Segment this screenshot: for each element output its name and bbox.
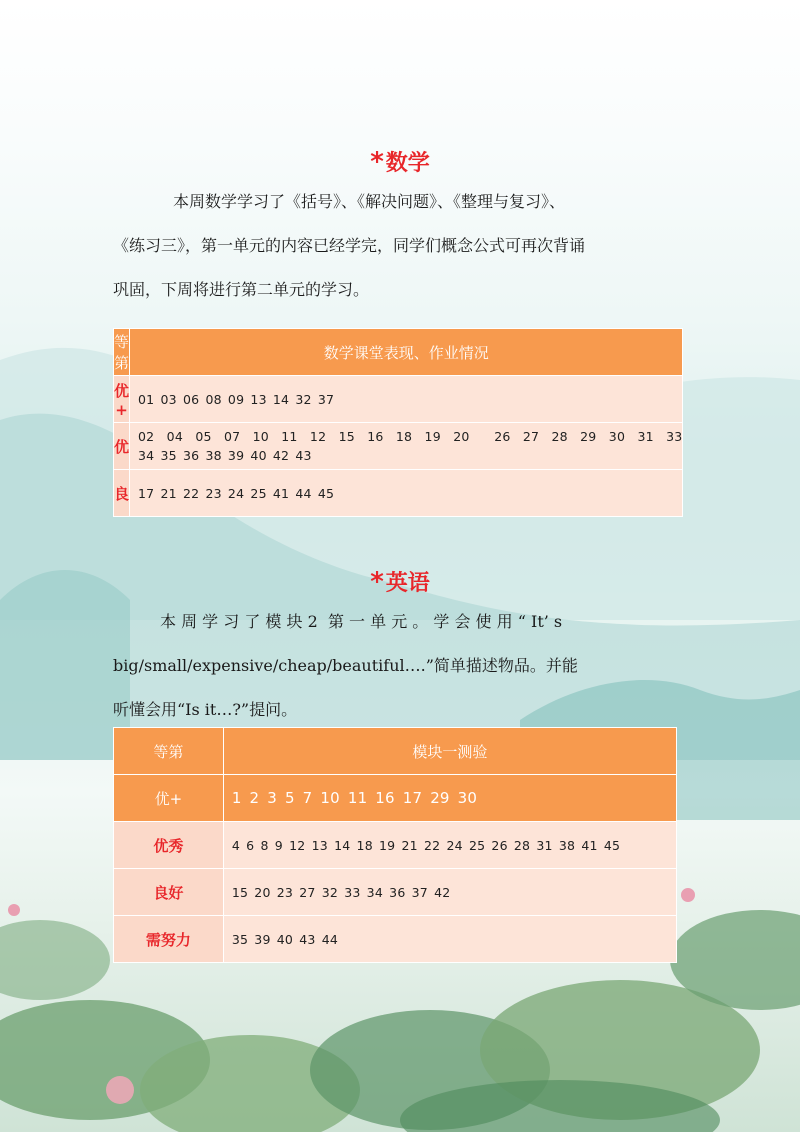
english-line-3: 听懂会用“Is it…?”提问。	[113, 700, 298, 719]
grade-label: 优	[114, 423, 130, 470]
table-row	[114, 775, 677, 822]
english-section-title	[0, 566, 800, 597]
star-icon: *	[370, 147, 384, 177]
table-row	[114, 470, 683, 517]
table-row	[114, 869, 677, 916]
student-numbers: 35 39 40 43 44	[223, 916, 676, 963]
math-title-text: 数学	[385, 150, 430, 176]
test-header: 模块一测验	[223, 728, 676, 775]
table-header-row	[114, 728, 677, 775]
grade-label: 优+	[114, 376, 130, 423]
grade-label: 需努力	[114, 916, 224, 963]
math-paragraph-line	[113, 180, 689, 224]
star-icon: *	[370, 567, 384, 597]
math-paragraph-line	[113, 268, 689, 312]
table-row	[114, 376, 683, 423]
english-line-2: big/small/expensive/cheap/beautiful….”简单描述物品。并能	[113, 656, 578, 675]
number-line: 34 35 36 38 39 40 42 43	[138, 448, 312, 463]
english-title-text: 英语	[385, 570, 430, 596]
grade-header: 等第	[114, 728, 224, 775]
english-grade-table	[113, 727, 677, 963]
english-paragraph-line	[113, 600, 689, 644]
student-numbers: 15 20 23 27 32 33 34 36 37 42	[223, 869, 676, 916]
english-line-1: 本 周 学 习 了 模 块 2 第 一 单 元 。 学 会 使 用 “ It’ s	[160, 612, 563, 631]
table-row	[114, 916, 677, 963]
student-numbers: 4 6 8 9 12 13 14 18 19 21 22 24 25 26 28 31 38 41 45	[223, 822, 676, 869]
number-line: 17 21 22 23 24 25 41 44 45	[138, 485, 335, 501]
math-line-2: 《练习三》，第一单元的内容已经学完，同学们概念公式可再次背诵	[113, 236, 586, 255]
performance-header: 数学课堂表现、作业情况	[130, 329, 683, 376]
table-row	[114, 822, 677, 869]
grade-header: 等第	[114, 329, 130, 376]
student-numbers	[130, 423, 683, 470]
english-paragraph	[113, 600, 689, 732]
math-line-3: 巩固，下周将进行第二单元的学习。	[113, 280, 370, 299]
student-numbers	[130, 376, 683, 423]
math-line-1: 本周数学学习了《括号》、《解决问题》、《整理与复习》、	[173, 192, 566, 211]
math-paragraph-line	[113, 224, 689, 268]
student-numbers: 1 2 3 5 7 10 11 16 17 29 30	[223, 775, 676, 822]
math-grade-table	[113, 328, 683, 517]
table-header-row	[114, 329, 683, 376]
grade-label: 良	[114, 470, 130, 517]
number-line: 01 03 06 08 09 13 14 32 37	[138, 391, 335, 407]
grade-label: 优秀	[114, 822, 224, 869]
english-paragraph-line	[113, 644, 689, 688]
grade-label: 优+	[114, 775, 224, 822]
number-line: 02 04 05 07 10 11 12 15 16 18 19 20 26 27 28 29 30 31 33	[138, 429, 683, 444]
math-section-title	[0, 146, 800, 177]
student-numbers	[130, 470, 683, 517]
english-paragraph-line	[113, 688, 689, 732]
table-row	[114, 423, 683, 470]
grade-label: 良好	[114, 869, 224, 916]
math-paragraph	[113, 180, 689, 312]
